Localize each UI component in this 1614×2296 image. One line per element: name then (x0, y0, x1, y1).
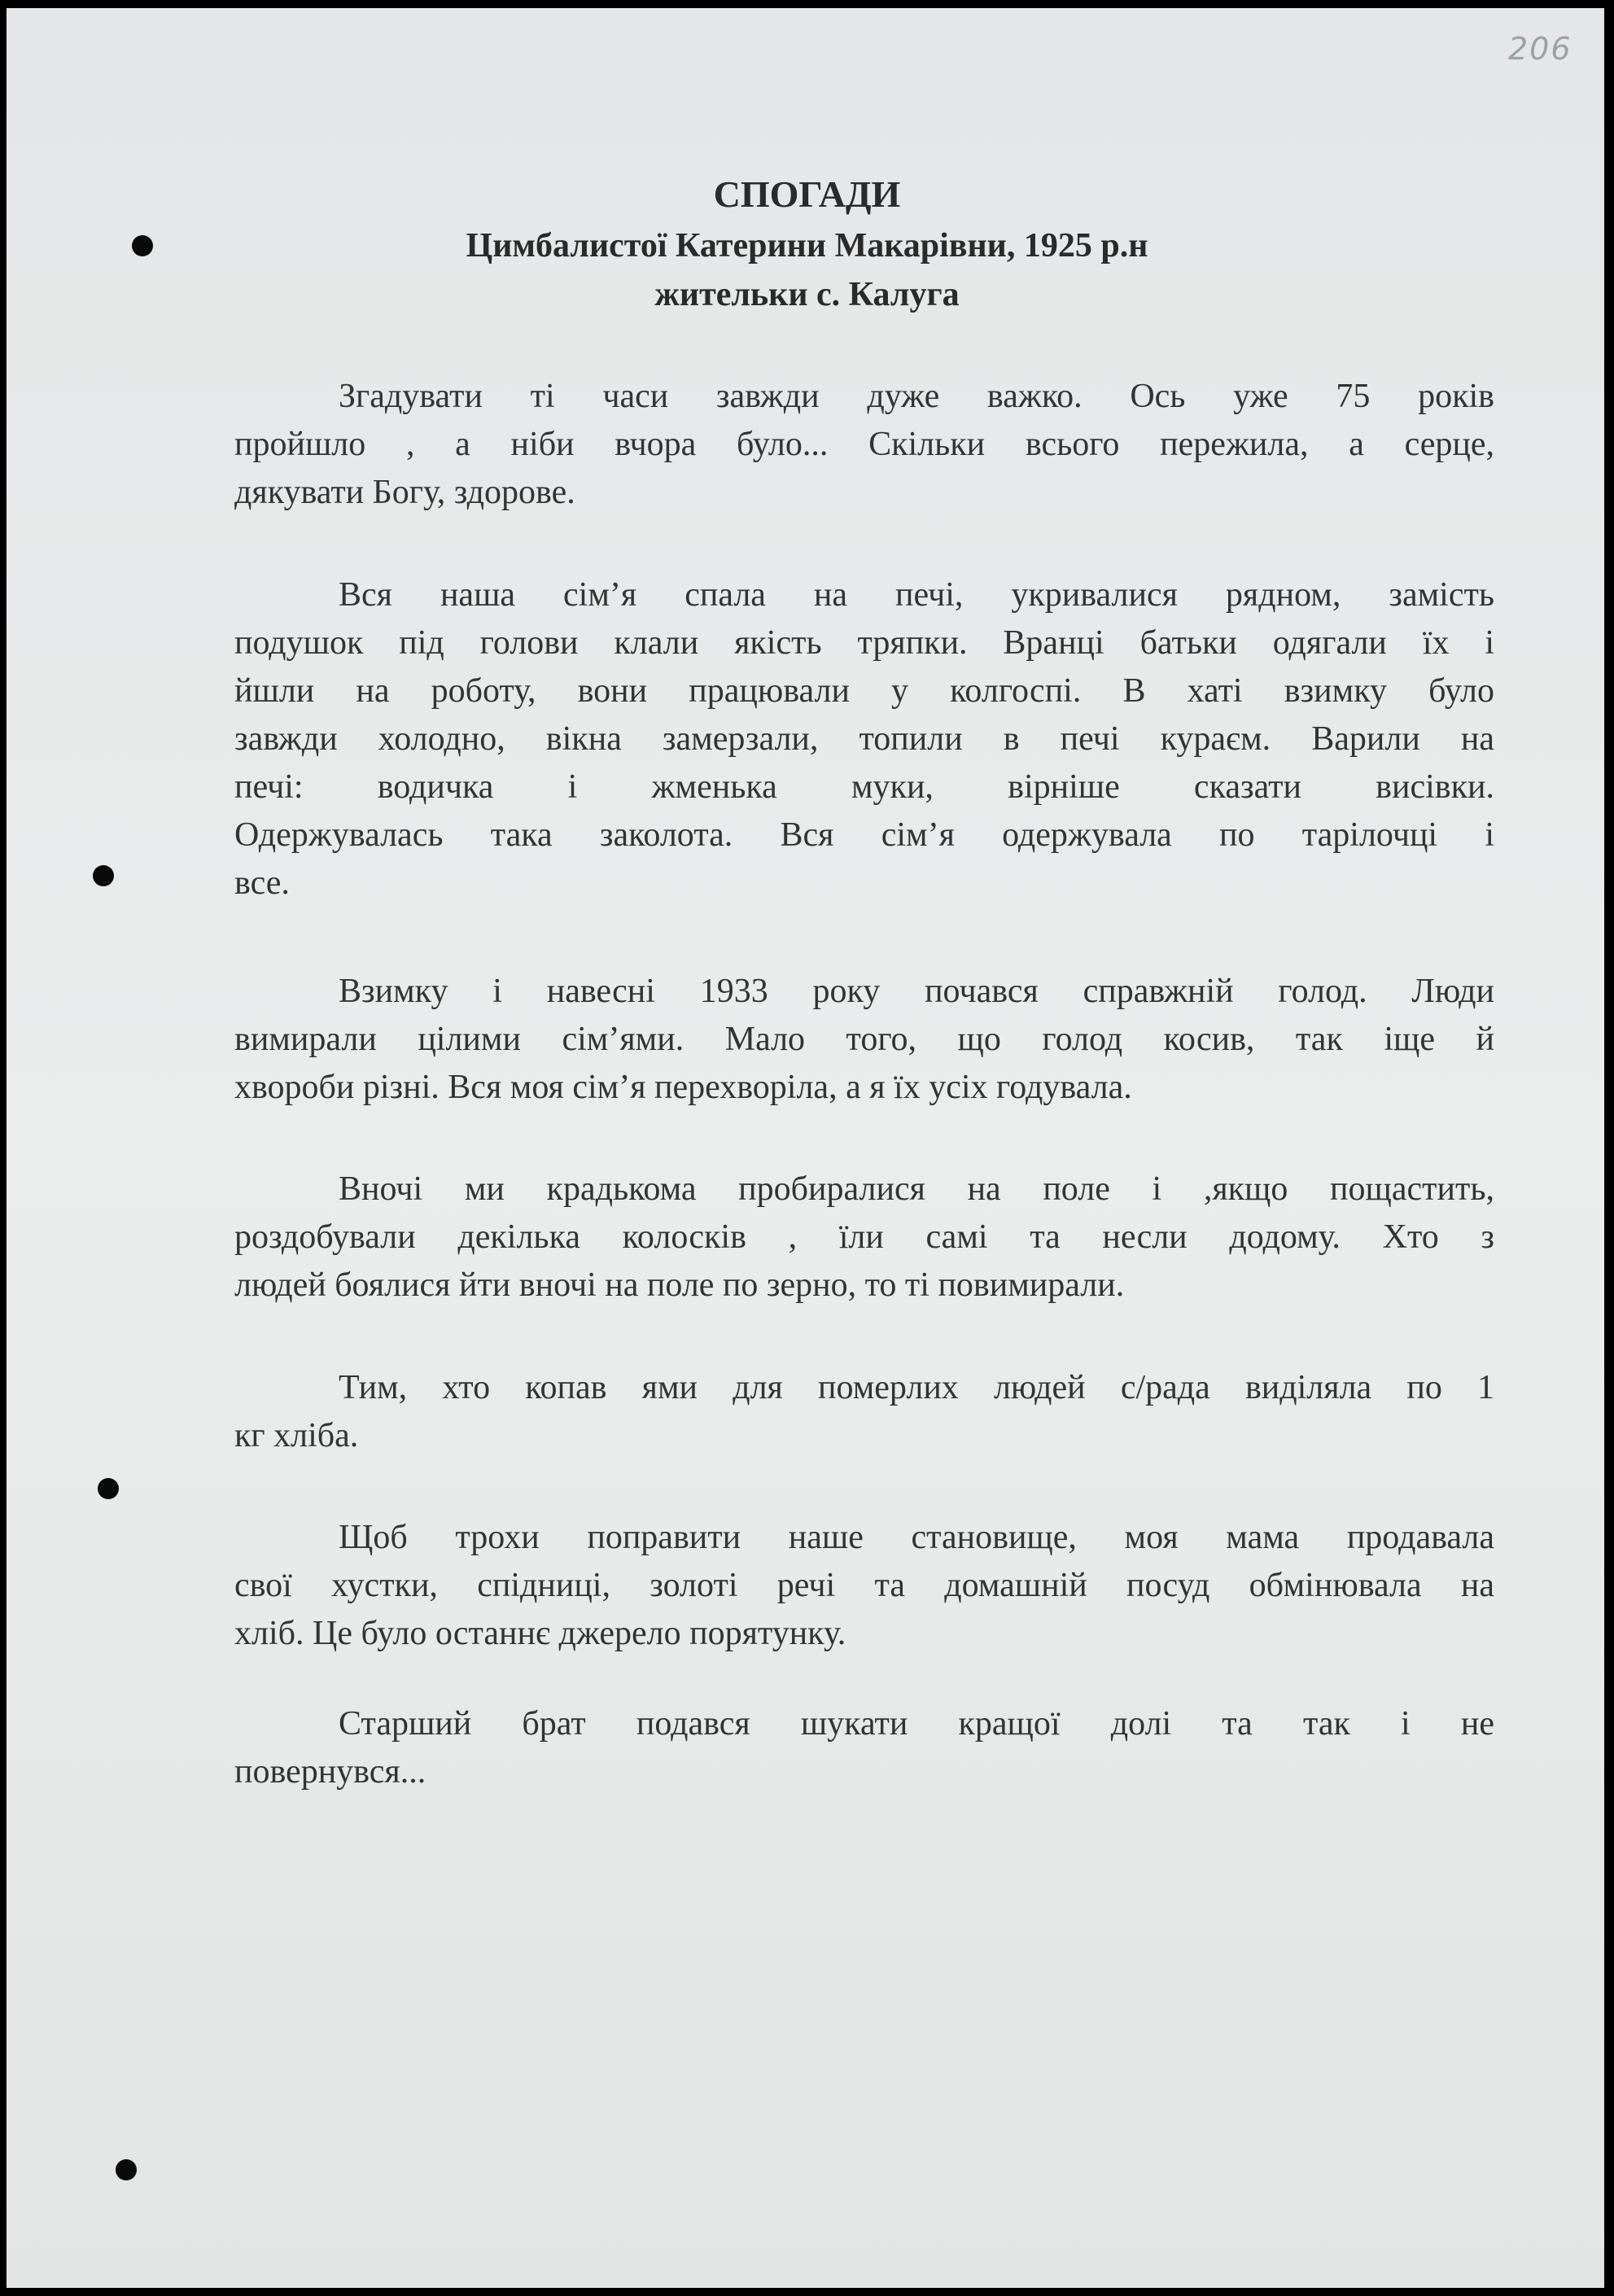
paragraph-6 (234, 1514, 1494, 1658)
paragraph-7 (234, 1700, 1494, 1796)
document-subtitle: Цимбалистої Катерини Макарівни, 1925 р.н (466, 227, 1148, 265)
paragraph-line: завжди холодно, вікна замерзали, топили в печі кураєм. Варили на (234, 720, 1494, 758)
paragraph-line: печі: водичка і жменька муки, вірніше сказати висівки. (234, 768, 1494, 806)
paragraph-1 (234, 373, 1494, 517)
paragraph-line: роздобували декілька колосків , їли самі та несли додому. Хто з (234, 1218, 1494, 1256)
paragraph-line: дякувати Богу, здорове. (234, 474, 575, 511)
paragraph-line: Тим, хто копав ями для померлих людей с/рада виділяла по 1 (339, 1369, 1494, 1406)
document-page (7, 8, 1604, 2288)
paragraph-line: Старший брат подався шукати кращої долі та так і не (339, 1705, 1494, 1743)
paragraph-line: Взимку і навесні 1933 року почався справжній голод. Люди (339, 973, 1494, 1010)
paragraph-line: повернувся... (234, 1753, 426, 1791)
paragraph-line: Згадувати ті часи завжди дуже важко. Ось уже 75 років (339, 378, 1494, 415)
paragraph-line: Вночі ми крадькома пробиралися на поле і ,якщо пощастить, (339, 1170, 1494, 1208)
paragraph-line: вимирали цілими сім’ями. Мало того, що голод косив, так іще й (234, 1021, 1494, 1058)
paragraph-4 (234, 1165, 1494, 1310)
paragraph-line: Щоб трохи поправити наше становище, моя мама продавала (339, 1519, 1494, 1556)
paragraph-line: свої хустки, спідниці, золоті речі та домашній посуд обмінювала на (234, 1567, 1494, 1604)
paragraph-line: все. (234, 864, 290, 902)
document-subtitle-location: жительки с. Калуга (654, 276, 960, 313)
paragraph-3 (234, 968, 1494, 1112)
punch-hole (93, 865, 114, 886)
paragraph-line: подушок під голови клали якість тряпки. Вранці батьки одягали їх і (234, 624, 1494, 662)
paragraph-line: Одержувалась така заколота. Вся сім’я одержувала по тарілочці і (234, 816, 1494, 854)
paragraph-line: Вся наша сім’я спала на печі, укривалися рядном, замість (339, 576, 1494, 614)
punch-hole (116, 2159, 137, 2180)
paragraph-line: хвороби різні. Вся моя сім’я перехворіла, а я їх усіх годувала. (234, 1069, 1132, 1106)
paragraph-5 (234, 1364, 1494, 1460)
page-number: 206 (1508, 31, 1572, 67)
paragraph-line: людей боялися йти вночі на поле по зерно, то ті повимирали. (234, 1266, 1125, 1304)
paragraph-line: кг хліба. (234, 1417, 359, 1454)
paragraph-2 (234, 571, 1494, 907)
punch-hole (98, 1478, 119, 1499)
paragraph-line: хліб. Це було останнє джерело порятунку. (234, 1615, 846, 1652)
paragraph-line: пройшло , а ніби вчора було... Скільки всього пережила, а серце, (234, 426, 1494, 463)
paragraph-line: йшли на роботу, вони працювали у колгоспі. В хаті взимку було (234, 672, 1494, 710)
document-title: СПОГАДИ (713, 173, 901, 215)
